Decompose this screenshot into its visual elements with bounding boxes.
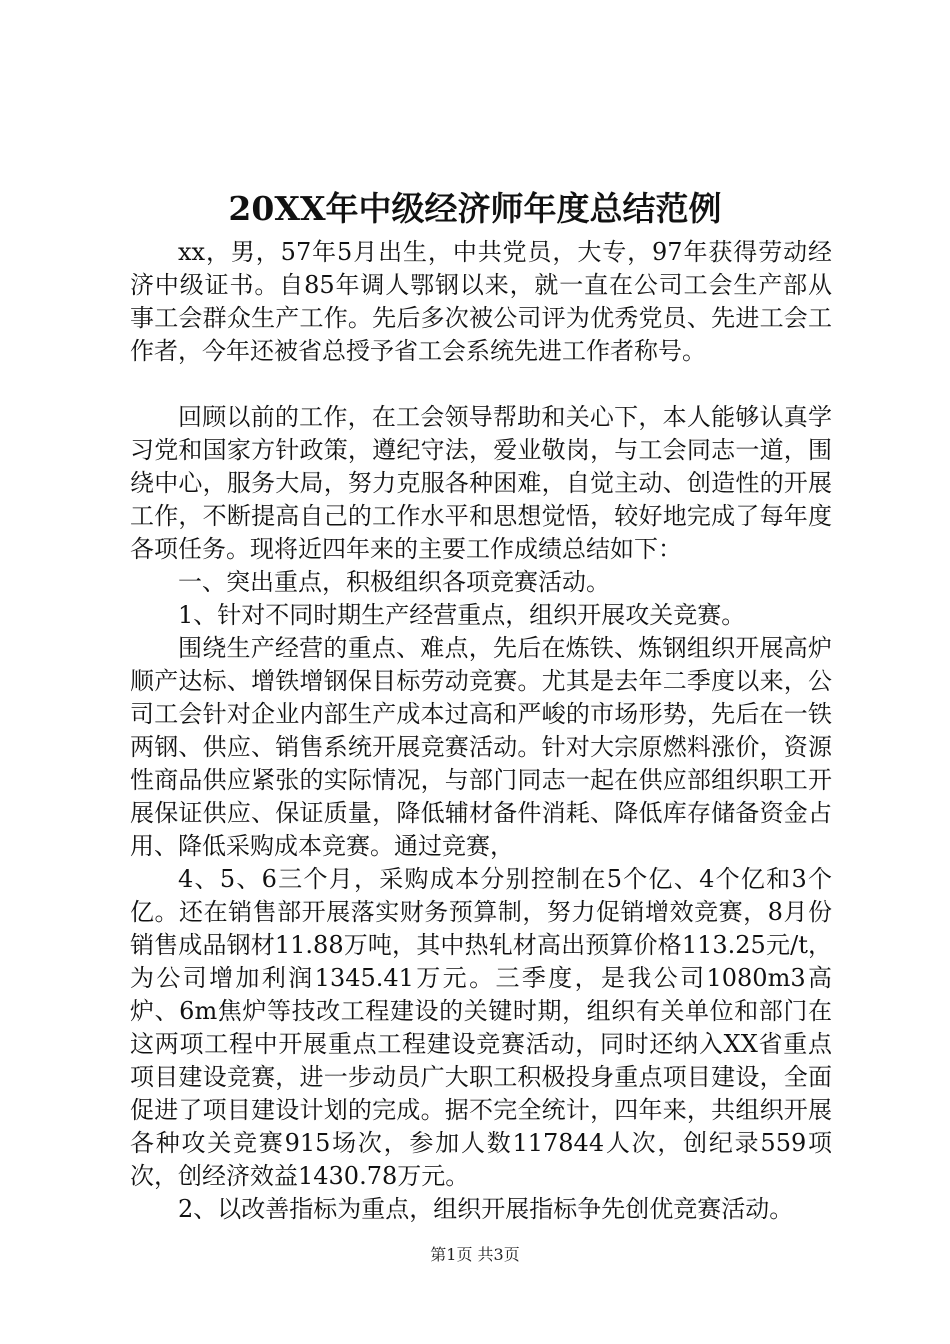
paragraph-review: 回顾以前的工作，在工会领导帮助和关心下，本人能够认真学习党和国家方针政策，遵纪守法，爱业敬岗，与工会同志一道，围绕中心，服务大局，努力克服各种困难，自觉主动、创造性的开展工作，不断提高自己的工作水平和思想觉悟，较好地完成了每年度各项任务。现将近四年来的主要工作成绩总结如下： [130, 403, 832, 563]
document-title: 20XX年中级经济师年度总结范例 [228, 189, 722, 228]
subsection-heading-1: 1、针对不同时期生产经营重点，组织开展攻关竞赛。 [178, 601, 746, 629]
paragraph-results: 4、5、6三个月，采购成本分别控制在5个亿、4个亿和3个亿。还在销售部开展落实财务预算制，努力促销增效竞赛，8月份销售成品钢材11.88万吨，其中热轧材高出预算价格113.25元/t，为公司增加利润1345.41万元。三季度，是我公司1080m3高炉、6m焦炉等技改工程建设的关键时期，组织有关单位和部门在这两项工程中开展重点工程建设竞赛活动，同时还纳入XX省重点项目建设竞赛，进一步动员广大职工积极投身重点项目建设，全面促进了项目建设计划的完成。据不完全统计，四年来，共组织开展各种攻关竞赛915场次，参加人数117844人次，创纪录559项次，创经济效益1430.78万元。 [130, 865, 832, 1190]
page-number: 第1页 共3页 [430, 1245, 520, 1264]
paragraph-intro: xx，男，57年5月出生，中共党员，大专，97年获得劳动经济中级证书。自85年调人鄂钢以来，就一直在公司工会生产部从事工会群众生产工作。先后多次被公司评为优秀党员、先进工会工作者，今年还被省总授予省工会系统先进工作者称号。 [130, 238, 832, 365]
subsection-heading-2: 2、以改善指标为重点，组织开展指标争先创优竞赛活动。 [178, 1195, 794, 1223]
section-heading-1: 一、突出重点，积极组织各项竞赛活动。 [178, 568, 610, 596]
paragraph-competition: 围绕生产经营的重点、难点，先后在炼铁、炼钢组织开展高炉顺产达标、增铁增钢保目标劳动竞赛。尤其是去年二季度以来，公司工会针对企业内部生产成本过高和严峻的市场形势，先后在一铁两钢、供应、销售系统开展竞赛活动。针对大宗原燃料涨价，资源性商品供应紧张的实际情况，与部门同志一起在供应部组织职工开展保证供应、保证质量，降低辅材备件消耗、降低库存储备资金占用、降低采购成本竞赛。通过竞赛， [130, 634, 832, 860]
document-body [130, 236, 832, 1226]
paragraph-spacer [130, 368, 832, 401]
